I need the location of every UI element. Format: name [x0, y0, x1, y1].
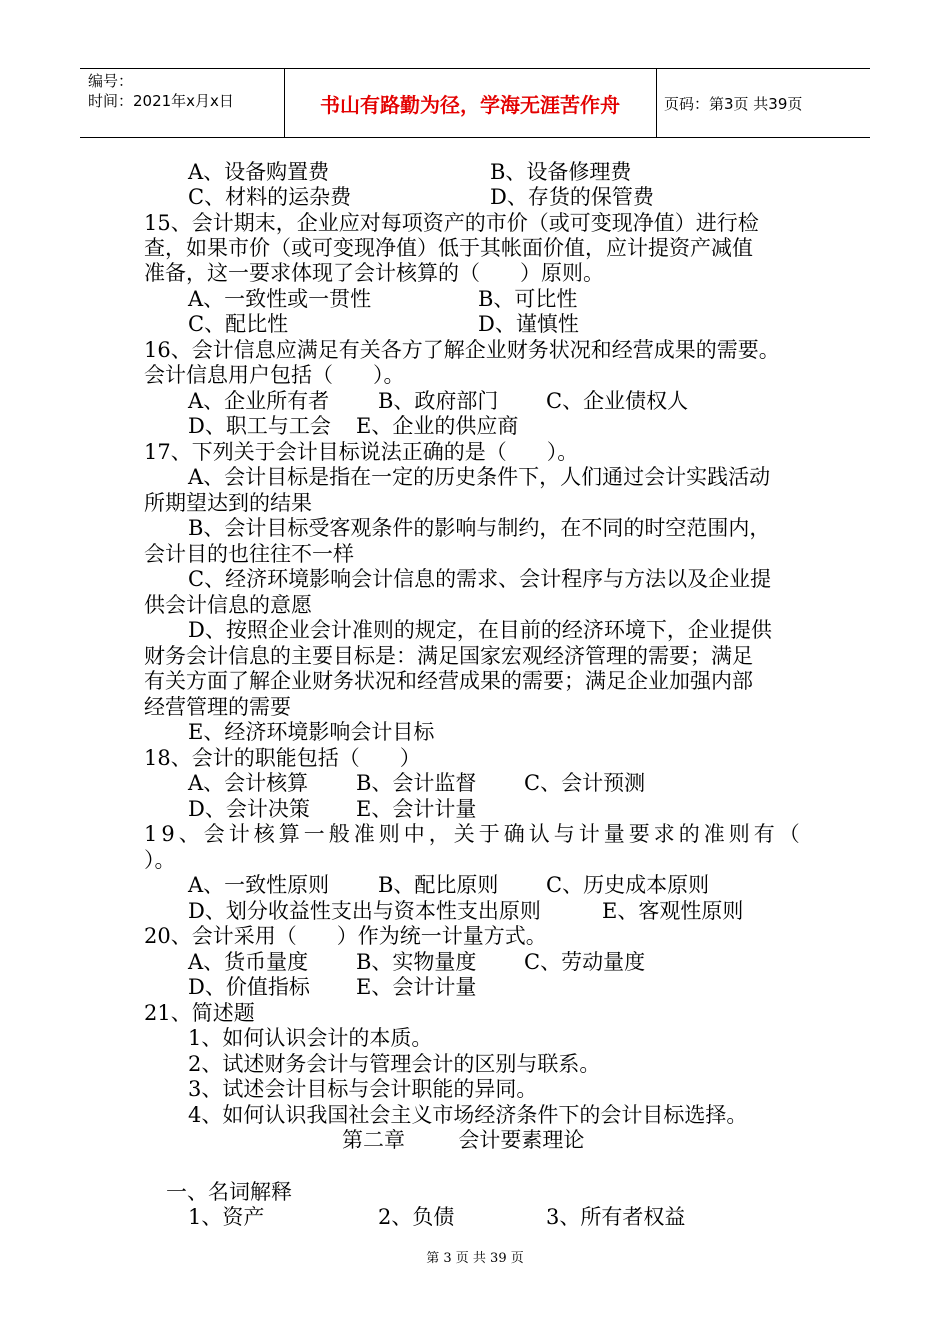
- section-heading: 一、名词解释: [166, 1180, 292, 1204]
- q15-option-c: C、配比性: [188, 312, 289, 336]
- q18-option-a: A、会计核算: [188, 771, 309, 795]
- q15-option-b: B、可比性: [478, 287, 578, 311]
- q16-option-e: E、企业的供应商: [356, 414, 519, 438]
- q15-option-d: D、谨慎性: [478, 312, 579, 336]
- q17-option-a-2: 所期望达到的结果: [144, 491, 312, 515]
- q18-option-e: E、会计计量: [356, 797, 477, 821]
- q15-line-3: 准备，这一要求体现了会计核算的（ ）原则。: [144, 261, 605, 285]
- motto: 书山有路勤为径，学海无涯苦作舟: [320, 92, 620, 117]
- q21-line-1: 21、简述题: [144, 1001, 255, 1025]
- q18-option-b: B、会计监督: [356, 771, 477, 795]
- q21-sub-1: 1、如何认识会计的本质。: [188, 1026, 433, 1050]
- q21-sub-2: 2、试述财务会计与管理会计的区别与联系。: [188, 1052, 601, 1076]
- q20-option-e: E、会计计量: [356, 975, 477, 999]
- date-label: 时间：2021年x月x日: [88, 92, 234, 110]
- q18-option-d: D、会计决策: [188, 797, 310, 821]
- q16-line-2: 会计信息用户包括（ ）。: [144, 363, 405, 387]
- page-header: [80, 68, 870, 138]
- q15-line-2: 查，如果市价（或可变现净值）低于其帐面价值，应计提资产减值: [144, 236, 753, 260]
- q17-option-b-2: 会计目的也往往不一样: [144, 542, 354, 566]
- code-label: 编号：: [88, 72, 134, 90]
- page-footer: 第 3 页 共 39 页: [426, 1251, 524, 1266]
- q18-line-1: 18、会计的职能包括（ ）: [144, 746, 421, 770]
- q20-option-b: B、实物量度: [356, 950, 477, 974]
- q17-option-a-1: A、会计目标是指在一定的历史条件下，人们通过会计实践活动: [188, 465, 771, 489]
- q16-option-c: C、企业债权人: [546, 389, 689, 413]
- chapter-title: 第二章 会计要素理论: [342, 1128, 585, 1152]
- q20-option-c: C、劳动量度: [524, 950, 646, 974]
- q17-option-c-1: C、经济环境影响会计信息的需求、会计程序与方法以及企业提: [188, 567, 772, 591]
- q21-sub-4: 4、如何认识我国社会主义市场经济条件下的会计目标选择。: [188, 1103, 748, 1127]
- q18-option-c: C、会计预测: [524, 771, 646, 795]
- header-divider-2: [656, 69, 657, 137]
- q19-line-1: 19、会计核算一般准则中，关于确认与计量要求的准则有（: [144, 822, 804, 846]
- q20-line-1: 20、会计采用（ ）作为统一计量方式。: [144, 924, 547, 948]
- q19-option-a: A、一致性原则: [188, 873, 330, 897]
- header-meta: [88, 71, 284, 111]
- q16-option-d: D、职工与工会: [188, 414, 331, 438]
- q15-line-1: 15、会计期末，企业应对每项资产的市价（或可变现净值）进行检: [144, 211, 759, 235]
- q19-option-b: B、配比原则: [378, 873, 499, 897]
- q17-option-d-1: D、按照企业会计准则的规定，在目前的经济环境下，企业提供: [188, 618, 772, 642]
- q17-option-b-1: B、会计目标受客观条件的影响与制约，在不同的时空范围内，: [188, 516, 771, 540]
- q20-option-d: D、价值指标: [188, 975, 310, 999]
- q14-option-d: D、存货的保管费: [490, 185, 654, 209]
- q14-option-c: C、材料的运杂费: [188, 185, 352, 209]
- term-1: 1、资产: [188, 1205, 265, 1229]
- q16-option-b: B、政府部门: [378, 389, 499, 413]
- q16-option-a: A、企业所有者: [188, 389, 330, 413]
- q17-line-1: 17、下列关于会计目标说法正确的是（ ）。: [144, 440, 579, 464]
- q14-option-b: B、设备修理费: [490, 160, 632, 184]
- page-info: 页码：第3页 共39页: [664, 95, 803, 113]
- q20-option-a: A、货币量度: [188, 950, 309, 974]
- q17-option-d-3: 有关方面了解企业财务状况和经营成果的需要；满足企业加强内部: [144, 669, 753, 693]
- term-3: 3、所有者权益: [546, 1205, 686, 1229]
- q19-option-d: D、划分收益性支出与资本性支出原则: [188, 899, 541, 923]
- q19-line-2: ）。: [144, 848, 176, 872]
- q17-option-d-4: 经营管理的需要: [144, 695, 291, 719]
- q15-option-a: A、一致性或一贯性: [188, 287, 372, 311]
- q17-option-c-2: 供会计信息的意愿: [144, 593, 312, 617]
- q17-option-e: E、经济环境影响会计目标: [188, 720, 435, 744]
- q21-sub-3: 3、试述会计目标与会计职能的异同。: [188, 1077, 538, 1101]
- q16-line-1: 16、会计信息应满足有关各方了解企业财务状况和经营成果的需要。: [144, 338, 780, 362]
- q14-option-a: A、设备购置费: [188, 160, 330, 184]
- q19-option-c: C、历史成本原则: [546, 873, 710, 897]
- term-2: 2、负债: [378, 1205, 455, 1229]
- q19-option-e: E、客观性原则: [602, 899, 744, 923]
- q17-option-d-2: 财务会计信息的主要目标是：满足国家宏观经济管理的需要；满足: [144, 644, 753, 668]
